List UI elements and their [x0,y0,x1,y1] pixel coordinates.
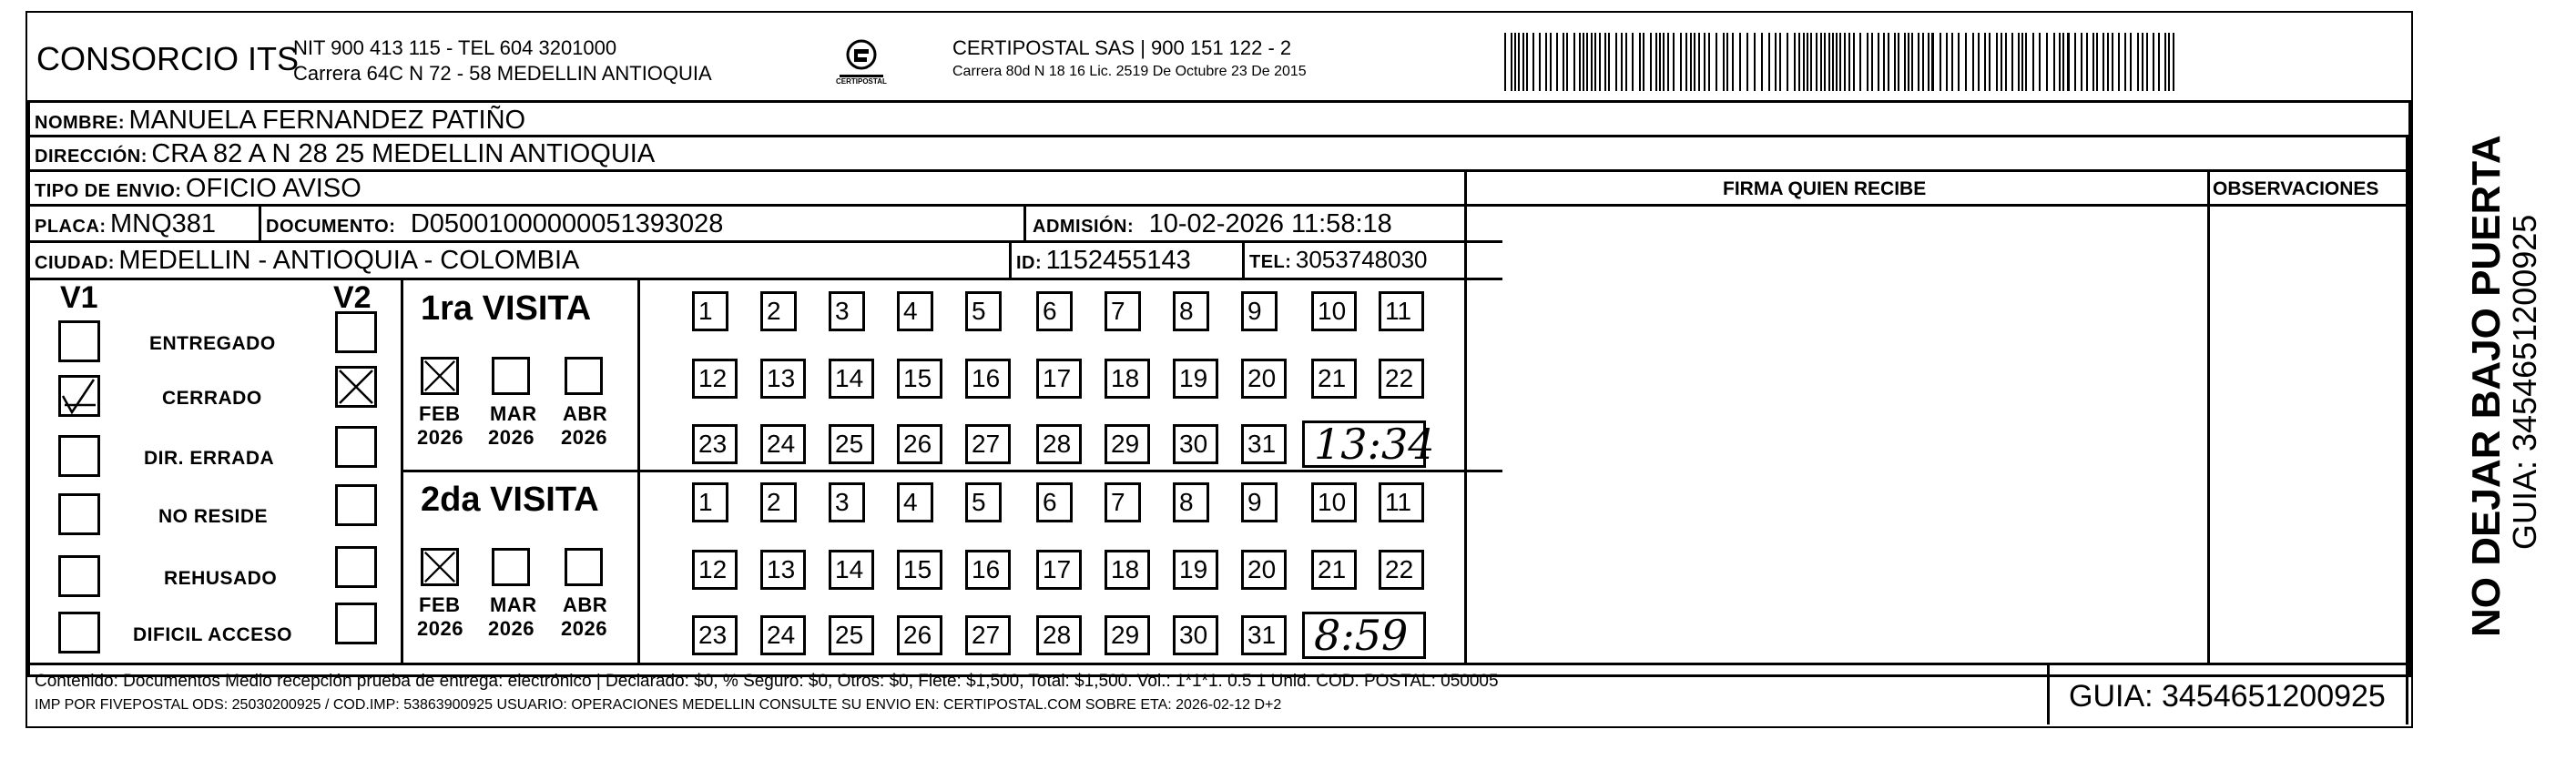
barcode-bar [2153,33,2154,91]
visit-time-box [1302,612,1426,659]
barcode-bar [2021,33,2023,91]
barcode-bar [1922,33,1924,91]
barcode-bar [1579,33,1581,91]
barcode-bar [2032,33,2034,91]
day-box[interactable]: 16 [965,550,1011,590]
barcode-bar [1828,33,1830,91]
barcode-bar [2107,33,2109,91]
barcode-bar [1532,33,1534,91]
barcode-bar [2053,33,2055,91]
day-box[interactable]: 26 [897,424,942,464]
day-box[interactable]: 25 [829,615,874,655]
footer-line2: IMP POR FIVEPOSTAL ODS: 25030200925 / COD.IMP: 53863900925 USUARIO: OPERACIONES MEDELLIN CONSULTE SU ENVIO EN: CERTIPOSTAL.COM SOBRE ETA: 2026-02-12 D+2 [35,697,1282,713]
barcode-bar [1972,33,1974,91]
side-guia: GUIA: 3454651200925 [2506,214,2543,550]
day-box[interactable]: 30 [1173,615,1218,655]
barcode-bar [1853,33,1855,91]
barcode-bar [1787,33,1788,91]
barcode-bar [1836,33,1838,91]
barcode-bar [1746,33,1748,91]
barcode-bar [1739,33,1741,91]
no-dejar-warning: NO DEJAR BAJO PUERTA [2464,135,2509,637]
month-checkbox[interactable] [565,357,603,395]
day-box[interactable]: 2 [760,482,797,522]
barcode-bar [2067,33,2070,91]
status-label: CERRADO [162,388,262,409]
barcode-bar [2039,33,2041,91]
month-label: ABR [563,593,608,616]
v2-checkbox[interactable] [335,366,377,408]
v1-checkbox[interactable] [58,375,100,417]
day-box[interactable]: 3 [829,291,865,331]
barcode-bar [2062,33,2064,91]
day-box[interactable]: 31 [1241,424,1287,464]
visit1-title: 1ra VISITA [421,289,592,328]
barcode-bar [1928,33,1929,91]
barcode-bar [2001,33,2002,91]
barcode-bar [2059,33,2061,91]
carrier-line1: CERTIPOSTAL SAS | 900 151 122 - 2 [952,36,1292,59]
id-value: 1152455143 [1045,246,1191,275]
barcode-bar [1615,33,1617,91]
barcode-bar [1723,33,1725,91]
day-box[interactable]: 17 [1036,359,1082,399]
nombre-label: NOMBRE: [35,113,126,133]
day-box[interactable]: 13 [760,359,806,399]
day-box[interactable]: 8 [1173,482,1209,522]
barcode-bar [1591,33,1593,91]
day-box[interactable]: 27 [965,424,1011,464]
month-checkbox[interactable] [492,357,530,395]
barcode-bar [1655,33,1657,91]
v2-checkbox[interactable] [335,546,377,588]
status-label: REHUSADO [164,568,278,589]
barcode-bar [1807,33,1808,91]
day-box[interactable]: 31 [1241,615,1287,655]
tipo-envio-label: TIPO DE ENVIO: [35,181,182,201]
day-box[interactable]: 14 [829,359,874,399]
day-box[interactable]: 24 [760,424,806,464]
barcode-bar [1878,33,1879,91]
tel-value: 3053748030 [1295,246,1428,273]
visit-time: 8:59 [1314,611,1409,660]
day-box[interactable]: 10 [1311,482,1357,522]
status-label: DIFICIL ACCESO [133,624,293,645]
barcode-bar [1946,33,1948,91]
barcode-bar [2005,33,2007,91]
day-box[interactable]: 11 [1379,482,1424,522]
day-box[interactable]: 26 [897,615,942,655]
company-name: CONSORCIO ITS [36,40,300,77]
barcode-bar [2092,33,2094,91]
barcode-bar [2025,33,2027,91]
barcode-bar [1586,33,1588,91]
barcode-bar [1650,33,1652,91]
barcode-bar [1940,33,1941,91]
month-checkbox[interactable] [565,548,603,586]
barcode-bar [1573,33,1575,91]
v1-checkbox[interactable] [58,555,100,597]
barcode-bar [2046,33,2048,91]
barcode-bar [1839,33,1841,91]
carrier-line2: Carrera 80d N 18 16 Lic. 2519 De Octubre 23 De 2015 [952,64,1307,79]
barcode-bar [1965,33,1967,91]
month-label: FEB [419,593,461,616]
v2-checkbox[interactable] [335,603,377,644]
nombre-value: MANUELA FERNANDEZ PATIÑO [128,106,526,135]
month-label: ABR [563,402,608,425]
barcode-bar [1604,33,1606,91]
day-box[interactable]: 12 [692,550,738,590]
barcode-bar [1539,33,1541,91]
barcode-bar [1625,33,1627,91]
barcode-bar [2142,33,2143,91]
tel-label: TEL: [1249,252,1292,272]
barcode-bar [1639,33,1641,91]
footer-guia: GUIA: 3454651200925 [2069,679,2386,714]
barcode-bar [2112,33,2113,91]
day-box[interactable]: 23 [692,424,738,464]
barcode-bar [1984,33,1986,91]
day-box[interactable]: 23 [692,615,738,655]
year-label: 2026 [417,617,463,640]
barcode-bar [2081,33,2082,91]
barcode-bar [2124,33,2126,91]
firma-header: FIRMA QUIEN RECIBE [1723,178,1927,199]
year-label: 2026 [561,617,607,640]
company-line2: Carrera 64C N 72 - 58 MEDELLIN ANTIOQUIA [293,62,712,85]
day-box[interactable]: 14 [829,550,874,590]
year-label: 2026 [488,617,535,640]
day-box[interactable]: 1 [692,482,728,522]
visit2-title: 2da VISITA [421,481,599,519]
day-box[interactable]: 3 [829,482,865,522]
v2-checkbox[interactable] [335,426,377,468]
day-box[interactable]: 5 [965,291,1002,331]
status-label: ENTREGADO [149,333,276,354]
barcode-bar [2164,33,2166,91]
barcode-bar [1810,33,1812,91]
form-grid [27,100,2411,677]
direccion-label: DIRECCIÓN: [35,147,148,167]
barcode-bar [1643,33,1644,91]
barcode-bar [1779,33,1781,91]
barcode-bar [1621,33,1623,91]
day-box[interactable]: 8 [1173,291,1209,331]
barcode-bar [1583,33,1584,91]
documento-label: DOCUMENTO: [266,217,396,237]
barcode-bar [1871,33,1873,91]
barcode-bar [2096,33,2098,91]
barcode-bar [1775,33,1777,91]
day-box[interactable]: 29 [1105,615,1150,655]
v1-checkbox[interactable] [58,320,100,362]
barcode-bar [1663,33,1665,91]
day-box[interactable]: 4 [897,291,933,331]
barcode-bar [1680,33,1682,91]
admision-value: 10-02-2026 11:58:18 [1148,209,1392,238]
barcode-bar [1898,33,1899,91]
barcode-bar [1989,33,1991,91]
barcode-bar [1608,33,1610,91]
v1-checkbox[interactable] [58,435,100,477]
tipo-envio-value: OFICIO AVISO [185,174,361,203]
barcode-bar [1556,33,1558,91]
barcode-bar [1803,33,1805,91]
barcode-bar [1522,33,1524,91]
day-box[interactable]: 18 [1105,359,1150,399]
day-box[interactable]: 28 [1036,424,1082,464]
day-box[interactable]: 24 [760,615,806,655]
barcode-bar [1566,33,1568,91]
day-box[interactable]: 4 [897,482,933,522]
barcode-bar [1867,33,1868,91]
barcode-bar [1599,33,1601,91]
barcode-bar [1894,33,1896,91]
barcode-bar [1844,33,1846,91]
certipostal-logo [836,36,887,91]
day-box[interactable]: 29 [1105,424,1150,464]
barcode-bar [2118,33,2120,91]
v2-checkbox[interactable] [335,484,377,526]
day-box[interactable]: 16 [965,359,1011,399]
admision-label: ADMISIÓN: [1033,217,1135,237]
id-label: ID: [1016,253,1043,273]
barcode-bar [2018,33,2020,91]
barcode-bar [1708,33,1710,91]
barcode-bar [1820,33,1822,91]
day-box[interactable]: 10 [1311,291,1357,331]
barcode-bar [1911,33,1913,91]
month-checkbox[interactable] [492,548,530,586]
day-box[interactable]: 5 [965,482,1002,522]
barcode-bar [1673,33,1675,91]
barcode-bar [2130,33,2132,91]
day-box[interactable]: 15 [897,359,942,399]
barcode-bar [1716,33,1717,91]
barcode-bar [1908,33,1909,91]
barcode-bar [1526,33,1528,91]
v1-checkbox[interactable] [58,493,100,535]
day-box[interactable]: 20 [1241,359,1287,399]
barcode-bar [1518,33,1520,91]
year-label: 2026 [417,426,463,449]
barcode-bar [1848,33,1850,91]
barcode-bar [1798,33,1800,91]
barcode-bar [1888,33,1889,91]
placa-label: PLACA: [35,217,107,237]
v1-checkbox[interactable] [58,612,100,653]
placa-value: MNQ381 [110,209,217,238]
day-box[interactable]: 20 [1241,550,1287,590]
day-box[interactable]: 30 [1173,424,1218,464]
barcode-bar [1659,33,1661,91]
barcode-bar [1918,33,1919,91]
day-box[interactable]: 19 [1173,550,1218,590]
barcode-bar [1768,33,1770,91]
year-label: 2026 [488,426,535,449]
barcode-bar [1832,33,1834,91]
barcode-bar [2074,33,2076,91]
barcode-bar [1698,33,1700,91]
day-box[interactable]: 15 [897,550,942,590]
day-box[interactable]: 7 [1105,482,1141,522]
barcode-bar [1511,33,1512,91]
barcode-bar [2173,33,2174,91]
barcode-bar [1754,33,1756,91]
year-label: 2026 [561,426,607,449]
barcode-bar [1667,33,1669,91]
visit-time-box [1302,420,1435,469]
day-box[interactable]: 21 [1311,359,1357,399]
barcode-bar [1958,33,1960,91]
direccion-value: CRA 82 A N 28 25 MEDELLIN ANTIOQUIA [151,139,656,168]
barcode-bar [1504,33,1506,91]
barcode-bar [1545,33,1547,91]
barcode-bar [1824,33,1826,91]
day-box[interactable]: 13 [760,550,806,590]
barcode-bar [1685,33,1687,91]
barcode-bar [2086,33,2088,91]
barcode-bar [1761,33,1763,91]
barcode-bar [1904,33,1906,91]
barcode-bar [2146,33,2148,91]
day-box[interactable]: 28 [1036,615,1082,655]
barcode-bar [1550,33,1552,91]
barcode-bar [2137,33,2139,91]
barcode-bar [1690,33,1692,91]
v2-checkbox[interactable] [335,311,377,353]
day-box[interactable]: 9 [1241,291,1278,331]
day-box[interactable]: 27 [965,615,1011,655]
day-box[interactable]: 7 [1105,291,1141,331]
day-box[interactable]: 22 [1379,359,1424,399]
v1-header: V1 [60,280,98,315]
v2-header: V2 [333,280,372,315]
month-checkbox[interactable] [421,548,459,586]
day-box[interactable]: 22 [1379,550,1424,590]
barcode-bar [1978,33,1980,91]
barcode-bar [1859,33,1861,91]
barcode-bar [1694,33,1695,91]
status-label: NO RESIDE [158,506,269,527]
barcode-bar [1704,33,1705,91]
ciudad-value: MEDELLIN - ANTIOQUIA - COLOMBIA [118,246,580,275]
visit-time: 13:34 [1314,420,1435,469]
ciudad-label: CIUDAD: [35,253,115,273]
barcode-bar [1563,33,1564,91]
documento-value: D05001000000051393028 [410,209,724,238]
footer-line1: Contenido: Documentos Medio recepción prueba de entrega: electrónico | Declarado: $0, % Seguro: $0, Otros: $0, Flete: $1,500, Total: $1,500. Vol.: 1*1*1. 0.5 1 Unid. COD. POSTAL: 050005 [35,672,1499,691]
month-label: MAR [490,593,537,616]
barcode-bar [1726,33,1728,91]
barcode-bar [1732,33,1734,91]
barcode-bar [1632,33,1634,91]
day-box[interactable]: 17 [1036,550,1082,590]
day-box[interactable]: 6 [1036,291,1073,331]
barcode-bar [1816,33,1817,91]
month-label: FEB [419,402,461,425]
barcode-bar [2168,33,2170,91]
day-box[interactable]: 6 [1036,482,1073,522]
barcode-bar [2011,33,2013,91]
company-line1: NIT 900 413 115 - TEL 604 3201000 [293,36,617,59]
barcode [1504,33,2178,91]
barcode-bar [1514,33,1516,91]
barcode-bar [2103,33,2104,91]
day-box[interactable]: 19 [1173,359,1218,399]
day-box[interactable]: 25 [829,424,874,464]
day-box[interactable]: 11 [1379,291,1424,331]
day-box[interactable]: 2 [760,291,797,331]
barcode-bar [1794,33,1796,91]
day-box[interactable]: 12 [692,359,738,399]
day-box[interactable]: 1 [692,291,728,331]
month-label: MAR [490,402,537,425]
day-box[interactable]: 18 [1105,550,1150,590]
barcode-bar [2158,33,2160,91]
barcode-bar [1996,33,1998,91]
barcode-bar [1883,33,1885,91]
logo-text: CERTIPOSTAL [836,77,887,86]
day-box[interactable]: 9 [1241,482,1278,522]
month-checkbox[interactable] [421,357,459,395]
observaciones-header: OBSERVACIONES [2213,178,2379,199]
day-box[interactable]: 21 [1311,550,1357,590]
barcode-bar [1594,33,1596,91]
status-label: DIR. ERRADA [144,448,275,469]
barcode-bar [1951,33,1953,91]
barcode-bar [1931,33,1934,91]
